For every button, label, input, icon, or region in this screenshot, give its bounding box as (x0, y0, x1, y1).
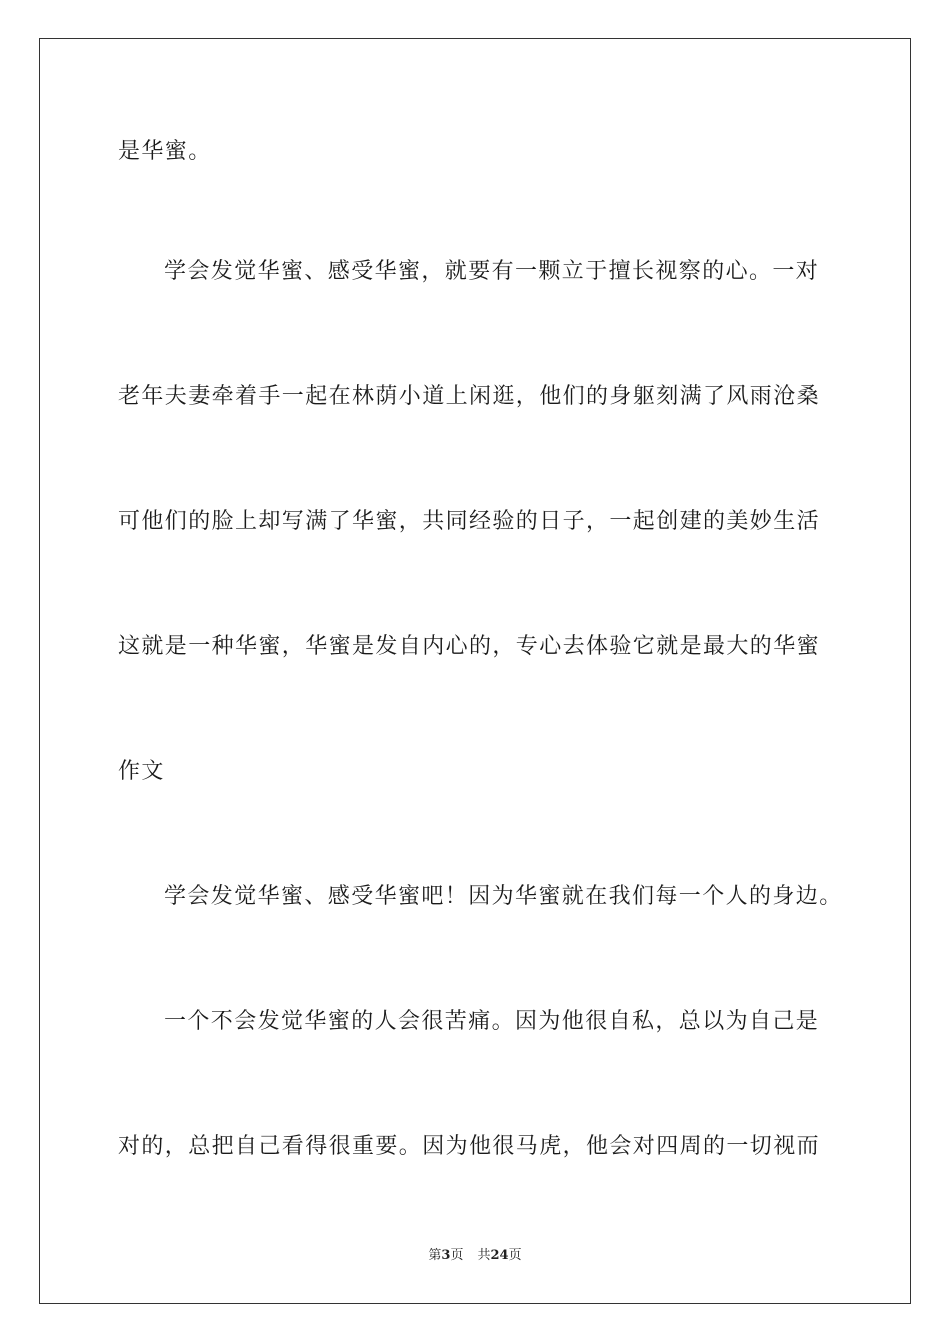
total-page-number: 24 (490, 1248, 509, 1263)
page-footer (0, 1247, 950, 1265)
total-label-prefix: 共 (477, 1248, 491, 1263)
paragraph-first-line: 一个不会发觉华蜜的人会很苦痛。因为他很自私，总以为自己是 (164, 1009, 820, 1034)
page-border (39, 38, 911, 1304)
paragraph-first-line: 学会发觉华蜜、感受华蜜，就要有一颗立于擅长视察的心。一对 (164, 259, 820, 284)
text-line: 可他们的脸上却写满了华蜜，共同经验的日子，一起创建的美妙生活 (118, 509, 821, 534)
text-line: 这就是一种华蜜，华蜜是发自内心的，专心去体验它就是最大的华蜜 (118, 634, 821, 659)
text-line: 老年夫妻牵着手一起在林荫小道上闲逛，他们的身躯刻满了风雨沧桑 (118, 384, 821, 409)
current-page-number: 3 (441, 1248, 451, 1263)
text-line: 作文 (118, 759, 165, 784)
text-line: 是华蜜。 (118, 139, 212, 164)
page-label-prefix: 第 (428, 1248, 442, 1263)
paragraph-first-line: 学会发觉华蜜、感受华蜜吧！因为华蜜就在我们每一个人的身边。 (164, 884, 843, 909)
page-label-suffix: 页 (450, 1248, 464, 1263)
text-line: 对的，总把自己看得很重要。因为他很马虎，他会对四周的一切视而 (118, 1134, 821, 1159)
total-label-suffix: 页 (508, 1248, 522, 1263)
